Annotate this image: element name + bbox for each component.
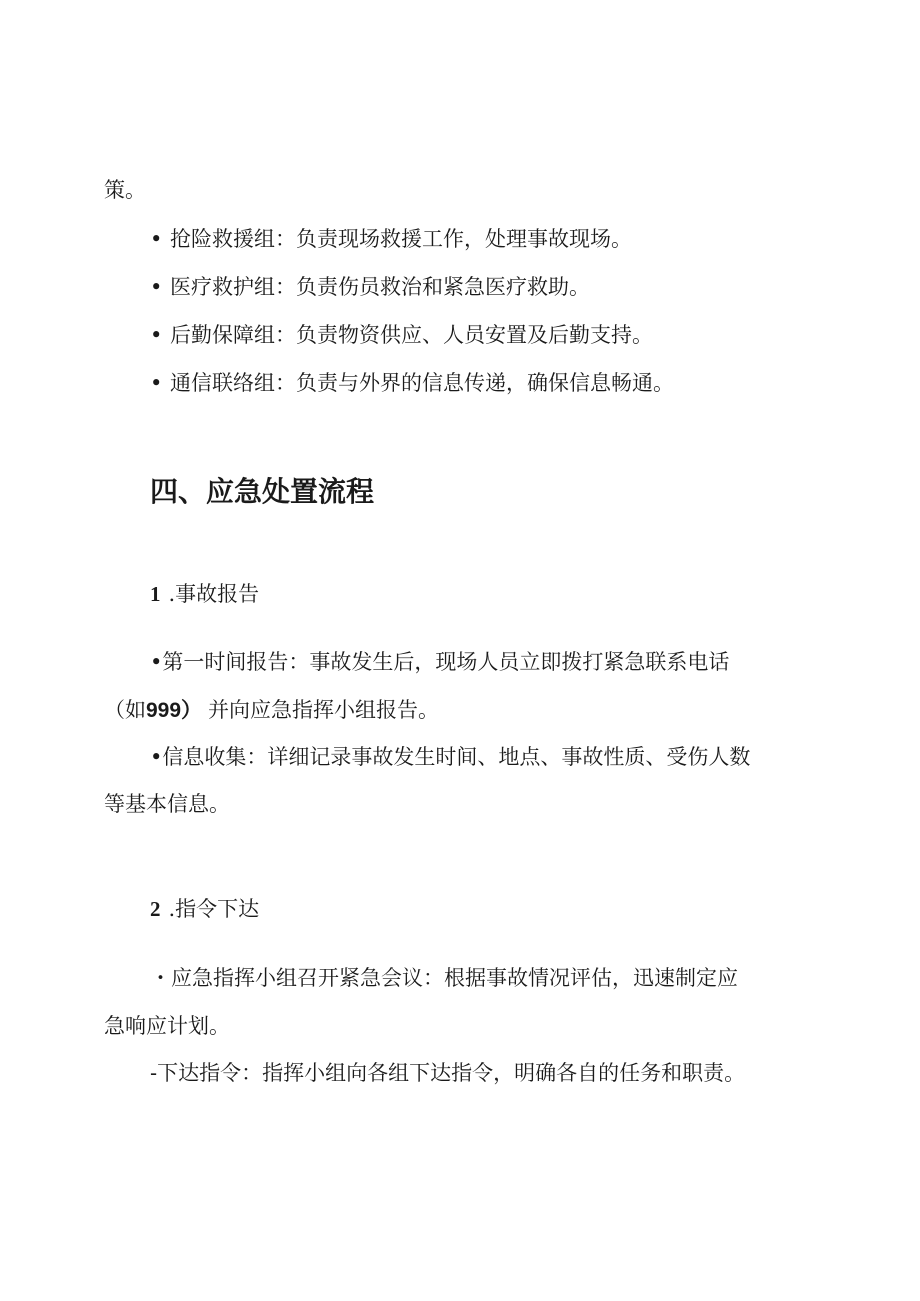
- list-item: [150, 273, 590, 301]
- intro-tail-text: 策。: [104, 178, 146, 202]
- bullet-icon: •: [150, 371, 163, 395]
- paragraph-line: ・应急指挥小组召开紧急会议：根据事故情况评估，迅速制定应: [150, 966, 738, 990]
- list-item: [150, 321, 653, 349]
- phone-number: 999）: [146, 699, 203, 722]
- subsection-label: .事故报告: [168, 582, 260, 606]
- list-item: [150, 369, 674, 397]
- section-heading: 四、应急处置流程: [150, 475, 375, 508]
- paragraph-line: •第一时间报告：事故发生后，现场人员立即拨打紧急联系电话: [150, 650, 730, 674]
- paragraph-line: -下达指令：指挥小组向各组下达指令，明确各自的任务和职责。: [150, 1061, 746, 1085]
- subsection-title: [150, 580, 259, 608]
- group-text: 通信联络组：负责与外界的信息传递，确保信息畅通。: [170, 371, 674, 395]
- paragraph-line: 等基本信息。: [104, 792, 230, 816]
- subsection-label: .指令下达: [168, 897, 260, 921]
- bullet-icon: •: [150, 227, 163, 251]
- paragraph-line: 急响应计划。: [104, 1014, 230, 1038]
- group-text: 抢险救援组：负责现场救援工作，处理事故现场。: [170, 227, 632, 251]
- bullet-icon: •: [150, 323, 163, 347]
- paragraph-line: •信息收集：详细记录事故发生时间、地点、事故性质、受伤人数: [150, 745, 751, 769]
- paren-text: （如: [104, 698, 146, 722]
- subsection-number: 1: [150, 582, 161, 606]
- paragraph-tail: 并向应急指挥小组报告。: [208, 698, 440, 722]
- group-text: 医疗救护组：负责伤员救治和紧急医疗救助。: [170, 275, 590, 299]
- list-item: [150, 225, 632, 253]
- bullet-icon: •: [150, 275, 163, 299]
- paragraph-line: [104, 696, 439, 725]
- subsection-title: [150, 895, 259, 923]
- subsection-number: 2: [150, 897, 161, 921]
- group-text: 后勤保障组：负责物资供应、人员安置及后勤支持。: [170, 323, 653, 347]
